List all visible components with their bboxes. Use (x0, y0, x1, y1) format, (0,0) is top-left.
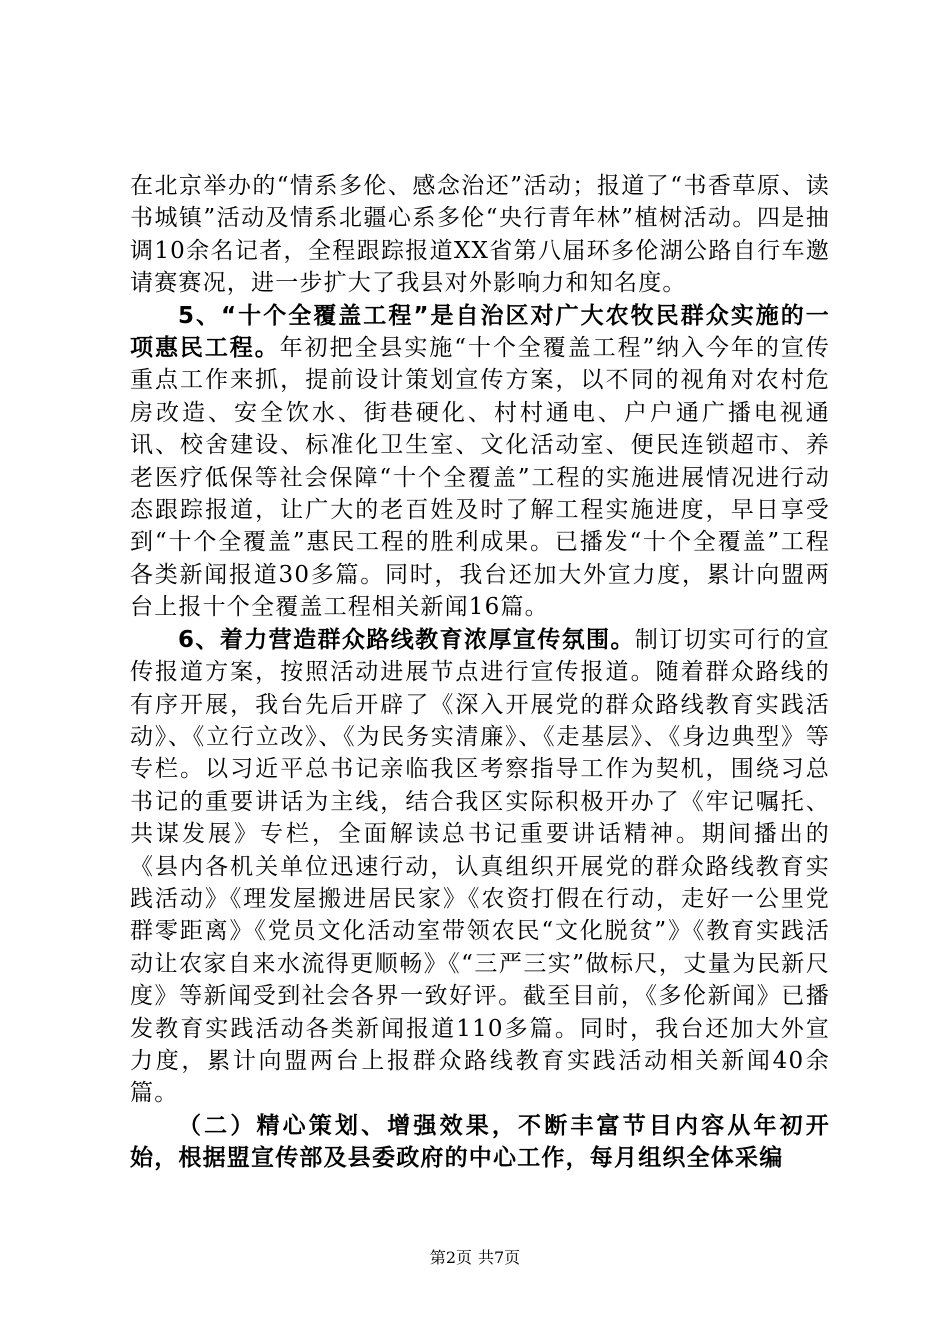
section-heading (130, 1110, 830, 1175)
paragraph-continued (130, 170, 830, 300)
page-footer (0, 1248, 950, 1268)
paragraph-heading: 5、“十个全覆盖工程”是自治区对广大农牧民群众实施的一项惠民工程。 (130, 302, 830, 362)
paragraph-text: 在北京举办的“情系多伦、感念治还”活动；报道了“书香草原、读书城镇”活动及情系北疆心系多伦“央行青年林”植树活动。四是抽调10余名记者，全程跟踪报道XX省第八届环多伦湖公路自行车邀请赛赛况，进一步扩大了我县对外影响力和知名度。 (130, 173, 830, 297)
paragraph-item-6 (130, 624, 830, 1110)
page-total: 共7页 (478, 1248, 521, 1267)
paragraph-text: 年初把全县实施“十个全覆盖工程”纳入今年的宣传重点工作来抓，提前设计策划宣传方案，以不同的视角对农村危房改造、安全饮水、街巷硬化、村村通电、户户通广播电视通讯、校舍建设、标准化卫生室、文化活动室、便民连锁超市、养老医疗低保等社会保障“十个全覆盖”工程的实施进展情况进行动态跟踪报道，让广大的老百姓及时了解工程实施进度，早日享受到“十个全覆盖”惠民工程的胜利成果。已播发“十个全覆盖”工程各类新闻报道30多篇。同时，我台还加大外宣力度，累计向盟两台上报十个全覆盖工程相关新闻16篇。 (130, 335, 830, 621)
paragraph-heading: （二）精心策划、增强效果，不断丰富节目内容从年初开始，根据盟宣传部及县委政府的中心工作，每月组织全体采编 (130, 1112, 830, 1172)
document-body (130, 170, 830, 1175)
paragraph-heading: 6、着力营造群众路线教育浓厚宣传氛围。 (178, 626, 635, 653)
paragraph-item-5 (130, 300, 830, 624)
page-number: 第2页 (429, 1248, 472, 1267)
paragraph-text: 制订切实可行的宣传报道方案，按照活动进展节点进行宣传报道。随着群众路线的有序开展，我台先后开辟了《深入开展党的群众路线教育实践活动》、《立行立改》、《为民务实清廉》、《走基层》、《身边典型》等专栏。以习近平总书记亲临我区考察指导工作为契机，围绕习总书记的重要讲话为主线，结合我区实际积极开办了《牢记嘱托、共谋发展》专栏，全面解读总书记重要讲话精神。期间播出的《县内各机关单位迅速行动，认真组织开展党的群众路线教育实践活动》《理发屋搬进居民家》《农资打假在行动，走好一公里党群零距离》《党员文化活动室带领农民“文化脱贫”》《教育实践活动让农家自来水流得更顺畅》《“三严三实”做标尺，丈量为民新尺度》等新闻受到社会各界一致好评。截至目前，《多伦新闻》已播发教育实践活动各类新闻报道110多篇。同时，我台还加大外宣力度，累计向盟两台上报群众路线教育实践活动相关新闻40余篇。 (130, 626, 830, 1107)
